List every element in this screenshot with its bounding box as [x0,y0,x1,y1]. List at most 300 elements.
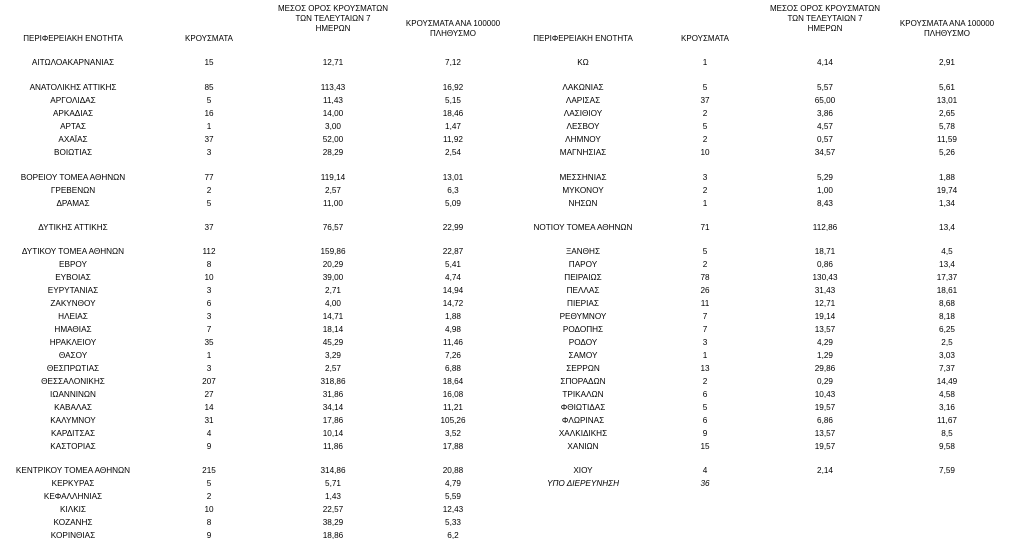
per-100k-cell: 2,54 [445,148,461,157]
region-name-cell: ΗΡΑΚΛΕΙΟΥ [49,338,97,347]
avg-7day-cell: 19,57 [814,403,836,412]
region-name-cell: ΔΥΤΙΚΗΣ ΑΤΤΙΚΗΣ [38,223,108,232]
per-100k-cell: 17,88 [442,442,464,451]
cases-cell: 1 [206,122,212,131]
region-name-cell: ΚΙΛΚΙΣ [59,505,86,514]
table-row [0,94,510,107]
region-name-cell: ΚΕΝΤΡΙΚΟΥ ΤΟΜΕΑ ΑΘΗΝΩΝ [15,466,131,475]
region-name-cell: ΥΠΟ ΔΙΕΡΕΥΝΗΣΗ [547,479,619,488]
table-row [512,107,1017,120]
table-row [0,477,510,490]
cases-cell: 2 [702,109,708,118]
table-row [512,375,1017,388]
region-name-cell: ΡΟΔΟΠΗΣ [562,325,604,334]
avg-7day-cell: 112,86 [812,223,838,232]
region-name-cell: ΧΑΝΙΩΝ [567,442,599,451]
cases-cell: 10 [204,273,214,282]
per-100k-cell: 13,01 [936,96,958,105]
cases-cell: 5 [206,96,212,105]
table-row [0,146,510,159]
region-name-cell: ΝΗΣΩΝ [568,199,598,208]
header-per-100k [393,19,513,39]
cases-cell: 37 [700,96,710,105]
region-name-cell: ΖΑΚΥΝΘΟΥ [50,299,96,308]
per-100k-cell: 1,47 [445,122,461,131]
per-100k-cell: 6,3 [447,186,459,195]
header-7day-average [268,4,398,34]
region-name-cell: ΒΟΙΩΤΙΑΣ [53,148,93,157]
table-row [512,310,1017,323]
table-row [0,56,510,69]
region-name-cell: ΔΥΤΙΚΟΥ ΤΟΜΕΑ ΑΘΗΝΩΝ [21,247,125,256]
region-name-cell: ΚΑΣΤΟΡΙΑΣ [50,442,96,451]
table-row [512,336,1017,349]
region-name-cell: ΣΑΜΟΥ [568,351,598,360]
region-name-cell: ΡΕΘΥΜΝΟΥ [559,312,607,321]
region-name-cell: ΑΧΑΪΑΣ [58,135,88,144]
table-row [512,146,1017,159]
cases-cell: 2 [206,186,212,195]
cases-cell: 71 [700,223,710,232]
region-name-cell: ΜΕΣΣΗΝΙΑΣ [559,173,607,182]
table-row [512,81,1017,94]
avg-7day-cell: 76,57 [322,223,344,232]
per-100k-cell: 5,61 [939,83,955,92]
avg-7day-cell: 13,57 [814,429,836,438]
cases-cell: 7 [206,325,212,334]
per-100k-cell: 5,41 [445,260,461,269]
cases-cell: 9 [206,442,212,451]
per-100k-cell: 13,4 [939,260,955,269]
table-row [512,221,1017,234]
header-per100k-line-1: ΚΡΟΥΣΜΑΤΑ ΑΝΑ 100000 [405,19,501,28]
avg-7day-cell: 13,57 [814,325,836,334]
region-name-cell: ΧΑΛΚΙΔΙΚΗΣ [558,429,608,438]
per-100k-cell: 8,18 [939,312,955,321]
region-name-cell: ΗΜΑΘΙΑΣ [54,325,92,334]
table-row [0,388,510,401]
table-row [0,258,510,271]
header-avg-line-3: ΗΜΕΡΩΝ [315,24,351,33]
per-100k-cell: 9,58 [939,442,955,451]
per-100k-cell: 13,4 [939,223,955,232]
per-100k-cell: 6,88 [445,364,461,373]
per-100k-cell: 1,88 [445,312,461,321]
cases-cell: 13 [700,364,710,373]
per-100k-cell: 2,65 [939,109,955,118]
avg-7day-cell: 5,57 [817,83,833,92]
avg-7day-cell: 4,29 [817,338,833,347]
region-name-cell: ΛΑΚΩΝΙΑΣ [562,83,604,92]
avg-7day-cell: 20,29 [322,260,344,269]
per-100k-cell: 22,87 [442,247,464,256]
per-100k-cell: 16,92 [442,83,464,92]
cases-cell: 14 [204,403,214,412]
cases-cell: 9 [702,429,708,438]
cases-cell: 3 [206,148,212,157]
table-row [512,440,1017,453]
cases-cell: 3 [702,338,708,347]
avg-7day-cell: 31,43 [814,286,836,295]
per-100k-cell: 11,46 [443,338,463,347]
region-name-cell: ΦΛΩΡΙΝΑΣ [561,416,605,425]
region-name-cell: ΝΟΤΙΟΥ ΤΟΜΕΑ ΑΘΗΝΩΝ [533,223,633,232]
header-per100k-line-1: ΚΡΟΥΣΜΑΤΑ ΑΝΑ 100000 [899,19,995,28]
per-100k-cell: 17,37 [936,273,958,282]
avg-7day-cell: 52,00 [322,135,344,144]
per-100k-cell: 3,52 [445,429,461,438]
table-row [0,184,510,197]
per-100k-cell: 18,61 [936,286,958,295]
header-per100k-line-2: ΠΛΗΘΥΣΜΟ [429,29,477,38]
per-100k-cell: 13,01 [442,173,464,182]
cases-cell: 36 [700,479,710,488]
table-row [0,245,510,258]
cases-cell: 31 [204,416,214,425]
header-per-100k [884,19,1010,39]
avg-7day-cell: 2,71 [325,286,341,295]
table-row [0,362,510,375]
region-name-cell: ΜΑΓΝΗΣΙΑΣ [559,148,607,157]
region-name-cell: ΚΩ [577,58,589,67]
per-100k-cell: 7,59 [939,466,955,475]
table-row [512,184,1017,197]
avg-7day-cell: 11,86 [323,442,343,451]
region-name-cell: ΠΕΙΡΑΙΩΣ [564,273,602,282]
cases-cell: 5 [206,479,212,488]
avg-7day-cell: 18,86 [322,531,344,540]
table-row [0,271,510,284]
avg-7day-cell: 3,00 [325,122,341,131]
cases-cell: 3 [702,173,708,182]
avg-7day-cell: 3,29 [325,351,341,360]
header-cases: ΚΡΟΥΣΜΑΤΑ [681,34,729,43]
region-name-cell: ΠΑΡΟΥ [568,260,598,269]
region-name-cell: ΛΑΣΙΘΙΟΥ [563,109,603,118]
region-name-cell: ΑΡΚΑΔΙΑΣ [52,109,94,118]
table-row [512,401,1017,414]
region-name-cell: ΛΕΣΒΟΥ [566,122,600,131]
per-100k-cell: 5,26 [939,148,955,157]
avg-7day-cell: 38,29 [322,518,344,527]
region-name-cell: ΚΑΛΥΜΝΟΥ [50,416,96,425]
avg-7day-cell: 11,43 [323,96,343,105]
region-name-cell: ΒΟΡΕΙΟΥ ΤΟΜΕΑ ΑΘΗΝΩΝ [20,173,126,182]
avg-7day-cell: 5,71 [325,479,341,488]
table-row [0,297,510,310]
per-100k-cell: 20,88 [442,466,464,475]
region-name-cell: ΣΕΡΡΩΝ [566,364,600,373]
region-name-cell: ΠΙΕΡΙΑΣ [567,299,599,308]
avg-7day-cell: 29,86 [814,364,836,373]
per-100k-cell: 14,49 [936,377,958,386]
per-100k-cell: 4,58 [939,390,955,399]
cases-cell: 2 [702,135,708,144]
avg-7day-cell: 39,00 [322,273,344,282]
table-row [0,414,510,427]
region-name-cell: ΘΕΣΣΑΛΟΝΙΚΗΣ [41,377,105,386]
header-cases: ΚΡΟΥΣΜΑΤΑ [185,34,233,43]
table-row [512,258,1017,271]
per-100k-cell: 4,74 [445,273,461,282]
per-100k-cell: 4,79 [445,479,461,488]
avg-7day-cell: 18,14 [322,325,344,334]
avg-7day-cell: 8,43 [817,199,833,208]
cases-cell: 3 [206,364,212,373]
avg-7day-cell: 4,14 [817,58,833,67]
avg-7day-cell: 34,14 [322,403,344,412]
per-100k-cell: 14,72 [442,299,464,308]
region-name-cell: ΦΘΙΩΤΙΔΑΣ [560,403,606,412]
per-100k-cell: 5,15 [445,96,461,105]
cases-cell: 4 [702,466,708,475]
cases-cell: 27 [204,390,214,399]
avg-7day-cell: 2,14 [817,466,833,475]
per-100k-cell: 12,43 [442,505,464,514]
table-row [0,464,510,477]
table-row [0,310,510,323]
cases-cell: 7 [702,325,708,334]
cases-cell: 37 [204,135,214,144]
table-row [512,120,1017,133]
region-name-cell: ΑΡΓΟΛΙΔΑΣ [50,96,96,105]
avg-7day-cell: 130,43 [812,273,838,282]
per-100k-cell: 3,16 [939,403,955,412]
table-row [512,477,1017,490]
table-row [0,221,510,234]
cases-cell: 5 [702,403,708,412]
cases-cell: 9 [206,531,212,540]
cases-cell: 10 [204,505,214,514]
cases-cell: 11 [700,299,710,308]
cases-cell: 2 [702,186,708,195]
per-100k-cell: 14,94 [442,286,464,295]
table-row [512,388,1017,401]
table-row [0,133,510,146]
avg-7day-cell: 11,00 [323,199,343,208]
cases-cell: 5 [206,199,212,208]
avg-7day-cell: 2,57 [325,186,341,195]
region-name-cell: ΓΡΕΒΕΝΩΝ [50,186,96,195]
cases-cell: 2 [206,492,212,501]
table-row [512,464,1017,477]
avg-7day-cell: 19,57 [814,442,836,451]
cases-cell: 1 [206,351,212,360]
avg-7day-cell: 1,43 [325,492,341,501]
region-name-cell: ΡΟΔΟΥ [568,338,598,347]
avg-7day-cell: 19,14 [814,312,836,321]
table-row [0,503,510,516]
avg-7day-cell: 2,57 [325,364,341,373]
table-row [0,81,510,94]
cases-cell: 215 [202,466,216,475]
cases-cell: 112 [202,247,216,256]
avg-7day-cell: 22,57 [322,505,344,514]
region-name-cell: ΕΒΡΟΥ [59,260,87,269]
region-name-cell: ΚΟΡΙΝΘΙΑΣ [50,531,96,540]
avg-7day-cell: 28,29 [322,148,344,157]
avg-7day-cell: 119,14 [320,173,346,182]
per-100k-cell: 11,59 [937,135,957,144]
table-row [0,440,510,453]
cases-cell: 16 [204,109,214,118]
table-row [0,284,510,297]
per-100k-cell: 11,67 [937,416,957,425]
avg-7day-cell: 1,00 [817,186,833,195]
per-100k-cell: 18,46 [442,109,464,118]
avg-7day-cell: 5,29 [817,173,833,182]
cases-cell: 15 [700,442,710,451]
avg-7day-cell: 6,86 [817,416,833,425]
cases-cell: 6 [206,299,212,308]
avg-7day-cell: 12,71 [814,299,836,308]
avg-7day-cell: 45,29 [322,338,344,347]
region-name-cell: ΧΙΟΥ [573,466,593,475]
cases-cell: 8 [206,518,212,527]
header-avg-line-2: ΤΩΝ ΤΕΛΕΥΤΑΙΩΝ 7 [295,14,371,23]
per-100k-cell: 5,09 [445,199,461,208]
per-100k-cell: 11,21 [443,403,463,412]
per-100k-cell: 5,33 [445,518,461,527]
per-100k-cell: 18,64 [442,377,464,386]
avg-7day-cell: 1,29 [817,351,833,360]
per-100k-cell: 1,34 [939,199,955,208]
table-row [512,284,1017,297]
table-row [512,414,1017,427]
avg-7day-cell: 10,14 [322,429,344,438]
table-row [0,323,510,336]
region-name-cell: ΤΡΙΚΑΛΩΝ [562,390,604,399]
region-name-cell: ΚΑΡΔΙΤΣΑΣ [50,429,96,438]
region-name-cell: ΞΑΝΘΗΣ [565,247,601,256]
avg-7day-cell: 3,86 [817,109,833,118]
table-row [512,245,1017,258]
avg-7day-cell: 14,71 [322,312,344,321]
region-name-cell: ΚΕΦΑΛΛΗΝΙΑΣ [43,492,103,501]
avg-7day-cell: 318,86 [320,377,346,386]
avg-7day-cell: 10,43 [814,390,836,399]
table-row [0,349,510,362]
per-100k-cell: 1,88 [939,173,955,182]
avg-7day-cell: 4,00 [325,299,341,308]
table-row [512,94,1017,107]
cases-cell: 6 [702,416,708,425]
per-100k-cell: 8,5 [941,429,953,438]
region-name-cell: ΕΥΡΥΤΑΝΙΑΣ [47,286,99,295]
cases-cell: 1 [702,351,708,360]
table-row [0,120,510,133]
table-row [0,516,510,529]
cases-cell: 3 [206,312,212,321]
cases-cell: 37 [204,223,214,232]
per-100k-cell: 3,03 [939,351,955,360]
region-name-cell: ΘΑΣΟΥ [58,351,88,360]
cases-cell: 35 [204,338,214,347]
right-cases-table [512,0,1017,549]
cases-cell: 85 [204,83,214,92]
cases-cell: 5 [702,83,708,92]
cases-cell: 6 [702,390,708,399]
per-100k-cell: 16,08 [442,390,464,399]
header-7day-average [760,4,890,34]
region-name-cell: ΠΕΛΛΑΣ [566,286,600,295]
per-100k-cell: 5,59 [445,492,461,501]
avg-7day-cell: 18,71 [814,247,836,256]
region-name-cell: ΚΑΒΑΛΑΣ [54,403,92,412]
per-100k-cell: 4,5 [941,247,953,256]
table-row [512,349,1017,362]
cases-cell: 10 [700,148,710,157]
region-name-cell: ΗΛΕΙΑΣ [58,312,88,321]
per-100k-cell: 7,12 [445,58,461,67]
cases-cell: 3 [206,286,212,295]
table-row [0,336,510,349]
cases-cell: 78 [700,273,710,282]
cases-cell: 7 [702,312,708,321]
avg-7day-cell: 17,86 [322,416,344,425]
cases-cell: 1 [702,58,708,67]
per-100k-cell: 22,99 [442,223,464,232]
region-name-cell: ΚΕΡΚΥΡΑΣ [51,479,95,488]
cases-cell: 5 [702,247,708,256]
per-100k-cell: 7,37 [939,364,955,373]
region-name-cell: ΣΠΟΡΑΔΩΝ [560,377,606,386]
region-name-cell: ΜΥΚΟΝΟΥ [562,186,604,195]
per-100k-cell: 7,26 [445,351,461,360]
table-row [512,271,1017,284]
region-name-cell: ΑΡΤΑΣ [60,122,86,131]
per-100k-cell: 2,5 [941,338,953,347]
cases-cell: 5 [702,122,708,131]
cases-cell: 77 [204,173,214,182]
avg-7day-cell: 159,86 [320,247,346,256]
header-avg-line-1: ΜΕΣΟΣ ΟΡΟΣ ΚΡΟΥΣΜΑΤΩΝ [769,4,881,13]
avg-7day-cell: 14,00 [322,109,344,118]
avg-7day-cell: 0,57 [817,135,833,144]
table-row [512,297,1017,310]
table-row [512,56,1017,69]
per-100k-cell: 105,26 [440,416,466,425]
avg-7day-cell: 65,00 [814,96,836,105]
cases-cell: 4 [206,429,212,438]
table-row [512,133,1017,146]
avg-7day-cell: 0,29 [817,377,833,386]
region-name-cell: ΛΑΡΙΣΑΣ [565,96,601,105]
header-avg-line-2: ΤΩΝ ΤΕΛΕΥΤΑΙΩΝ 7 [787,14,863,23]
region-name-cell: ΚΟΖΑΝΗΣ [53,518,93,527]
region-name-cell: ΕΥΒΟΙΑΣ [55,273,91,282]
header-region: ΠΕΡΙΦΕΡΕΙΑΚΗ ΕΝΟΤΗΤΑ [533,34,633,43]
per-100k-cell: 11,92 [443,135,463,144]
avg-7day-cell: 34,57 [814,148,836,157]
per-100k-cell: 5,78 [939,122,955,131]
cases-cell: 207 [202,377,216,386]
table-row [512,362,1017,375]
region-name-cell: ΘΕΣΠΡΩΤΙΑΣ [46,364,100,373]
cases-cell: 2 [702,377,708,386]
table-row [0,375,510,388]
region-name-cell: ΛΗΜΝΟΥ [565,135,601,144]
per-100k-cell: 6,25 [939,325,955,334]
table-row [0,107,510,120]
header-region: ΠΕΡΙΦΕΡΕΙΑΚΗ ΕΝΟΤΗΤΑ [23,34,123,43]
avg-7day-cell: 0,86 [817,260,833,269]
table-row [0,529,510,542]
avg-7day-cell: 314,86 [320,466,346,475]
region-name-cell: ΔΡΑΜΑΣ [56,199,90,208]
avg-7day-cell: 12,71 [322,58,344,67]
region-name-cell: ΑΙΤΩΛΟΑΚΑΡΝΑΝΙΑΣ [31,58,115,67]
